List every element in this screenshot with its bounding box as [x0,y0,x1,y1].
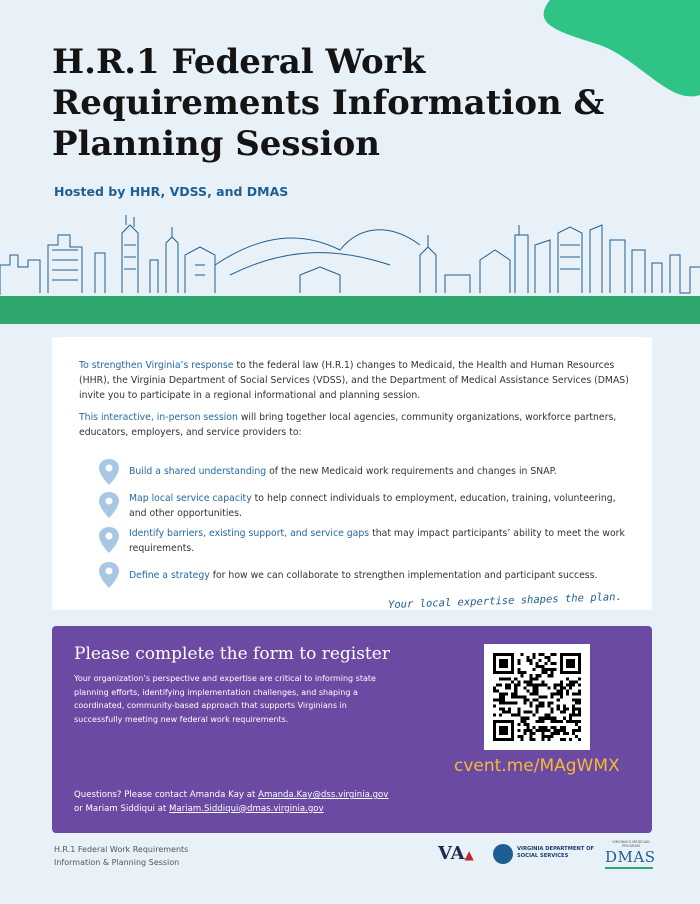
green-band [0,296,700,324]
footer [54,844,188,869]
hosted-by: Hosted by HHR, VDSS, and DMAS [54,184,289,199]
intro-paragraph-1 [79,358,629,403]
map-pin-icon [94,560,124,590]
vdss-logo [493,840,598,870]
bullet-item-1 [129,464,634,479]
registration-panel [52,626,652,833]
info-card [52,337,652,610]
intro-paragraph-2 [79,410,629,440]
vdss-emblem-icon [493,844,513,864]
map-pin-icon [94,457,124,487]
bullet-3-text: that may impact participants’ ability to meet the work requirements. [129,528,625,554]
contact-email-1[interactable]: Amanda.Kay@dss.virginia.gov [258,790,389,800]
qr-code[interactable] [484,644,590,750]
virginia-logo [438,843,474,864]
cardinal-icon: ▲ [464,848,474,862]
tagline: Your local expertise shapes the plan. [387,590,623,612]
footer-line-1: H.R.1 Federal Work Requirements [54,845,189,854]
bullet-item-3 [129,526,634,556]
registration-body: Your organization’s perspective and expertise are critical to informing state planning efforts, identifying implementation challenges, and shaping a coordinated, community-based approach that supports Virginians in successfully meeting new federal work requirements. [74,674,376,724]
bullet-item-2 [129,491,634,521]
title-line-1: H.R.1 Federal Work [52,42,426,82]
bullet-1-highlight: Build a shared understanding [129,466,267,477]
dmas-tagline: VIRGINIA'S MEDICAID PROGRAM [612,840,650,848]
vdss-line-2: SOCIAL SERVICES [517,853,569,859]
bullet-4-highlight: Define a strategy [129,570,210,581]
contact-prefix-2: or Mariam Siddiqui at [74,803,170,814]
footer-line-2: Information & Planning Session [54,857,180,867]
contact-line-2 [74,803,474,817]
bullet-4-text: for how we can collaborate to strengthen implementation and participant success. [209,570,598,581]
page-title [52,42,612,165]
intro-1-highlight: To strengthen Virginia’s response [79,360,234,371]
intro-2-highlight: This interactive, in-person session [79,412,238,423]
skyline-illustration [0,205,700,305]
bullet-1-text: of the new Medicaid work requirements and changes in SNAP. [266,466,557,477]
bullet-2-text: to help connect individuals to employment, education, training, volunteering, and other opportunities. [129,493,616,519]
contact-prefix-1: Questions? Please contact Amanda Kay at [74,790,259,800]
registration-title: Please complete the form to register [74,644,390,664]
contact-line-1 [74,789,474,803]
bullet-item-4 [129,568,634,583]
dmas-logo-text: DMAS [605,848,656,866]
dmas-underline [605,867,653,869]
contact-email-2[interactable]: Mariam.Siddiqui@dmas.virginia.gov [169,803,324,814]
bullet-3-highlight: Identify barriers, existing support, and service gaps [129,528,370,539]
dmas-logo [605,840,657,869]
title-line-2: Requirements Information & [52,83,605,123]
vdss-logo-text [517,846,594,860]
qr-modules [493,653,581,741]
title-line-3: Planning Session [52,124,380,164]
registration-link[interactable]: cvent.me/MAgWMX [454,756,620,776]
qr-code-pattern [493,653,581,741]
intro-2-text: will bring together local agencies, community organizations, workforce partners, educators, employers, and service providers to: [79,412,617,438]
vdss-line-1: VIRGINIA DEPARTMENT OF [517,846,595,852]
intro-1-text: to the federal law (H.R.1) changes to Medicaid, the Health and Human Resources (HHR), the Virginia Department of Social Services (VDSS), and the Department of Medical Assistance Services (DMAS) invite you to participate in a regional informational and planning session. [79,360,629,401]
contact-info [74,789,474,816]
map-pin-icon [94,490,124,520]
map-pin-icon [94,525,124,555]
partner-logos [438,840,658,880]
bullet-2-highlight: Map local service capacity [129,493,252,504]
virginia-logo-text: VA [438,843,465,864]
